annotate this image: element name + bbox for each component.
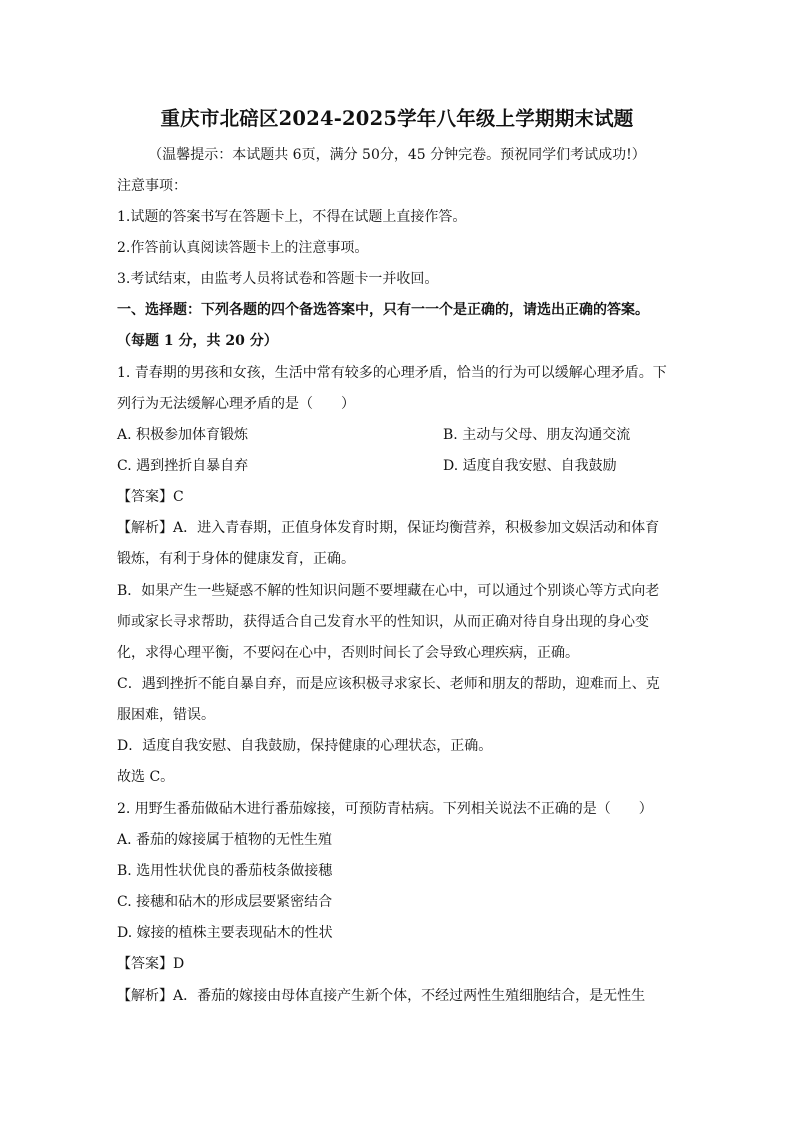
notice-item: 2.作答前认真阅读答题卡上的注意事项。	[117, 240, 369, 256]
question-2-option-d: D. 嫁接的植株主要表现砧木的性状	[117, 925, 333, 941]
question-1-option-d: D. 适度自我安慰、自我鼓励	[443, 458, 617, 474]
question-1-option-b: B. 主动与父母、朋友沟通交流	[443, 427, 631, 443]
section-heading: 一、选择题：下列各题的四个备选答案中，只有一一个是正确的，请选出正确的答案。	[117, 302, 649, 318]
question-1-analysis-line: 【解析】A．进入青春期，正值身体发育时期，保证均衡营养，积极参加文娱活动和体育	[117, 520, 660, 536]
question-1-option-c: C. 遇到挫折自暴自弃	[117, 458, 249, 474]
question-1-stem-cont: 列行为无法缓解心理矛盾的是（ ）	[117, 396, 355, 412]
page-title: 重庆市北碚区2024-2025学年八年级上学期期末试题	[160, 107, 634, 130]
question-1-analysis-line: B．如果产生一些疑惑不解的性知识问题不要埋藏在心中，可以通过个别谈心等方式向老	[117, 583, 660, 599]
question-1-conclusion: 故选 C。	[117, 769, 175, 785]
section-score-note: （每题 1 分，共 20 分）	[117, 333, 278, 349]
question-1-analysis-line: C．遇到挫折不能自暴自弃，而是应该积极寻求家长、老师和朋友的帮助，迎难而上、克	[117, 676, 660, 692]
question-2-option-c: C. 接穗和砧木的形成层要紧密结合	[117, 894, 333, 910]
reminder-text: （温馨提示：本试题共 6页，满分 50分，45 分钟完卷。预祝同学们考试成功!）	[148, 147, 646, 163]
question-1-analysis-line: 师或家长寻求帮助，获得适合自己发育水平的性知识，从而正确对待自身出现的身心变	[117, 614, 649, 630]
question-1-option-a: A. 积极参加体育锻炼	[117, 427, 249, 443]
question-2-stem: 2. 用野生番茄做砧木进行番茄嫁接，可预防青枯病。下列相关说法不正确的是（ ）	[117, 801, 653, 817]
question-1-analysis-line: 锻炼，有利于身体的健康发育，正确。	[117, 551, 355, 567]
question-1-analysis-line: D．适度自我安慰、自我鼓励，保持健康的心理状态，正确。	[117, 738, 493, 754]
notice-item: 3.考试结束，由监考人员将试卷和答题卡一并收回。	[117, 271, 439, 287]
question-1-analysis-line: 化，求得心理平衡，不要闷在心中，否则时间长了会导致心理疾病，正确。	[117, 645, 579, 661]
notice-item: 1.试题的答案书写在答题卡上，不得在试题上直接作答。	[117, 209, 467, 225]
question-1-answer: 【答案】C	[117, 489, 184, 505]
question-1-analysis-line: 服困难，错误。	[117, 707, 215, 723]
question-2-option-b: B. 选用性状优良的番茄枝条做接穗	[117, 863, 333, 879]
question-2-analysis-line: 【解析】A．番茄的嫁接由母体直接产生新个体，不经过两性生殖细胞结合，是无性生	[117, 988, 646, 1004]
question-2-answer: 【答案】D	[117, 956, 185, 972]
question-2-option-a: A. 番茄的嫁接属于植物的无性生殖	[117, 832, 333, 848]
notice-heading: 注意事项：	[117, 178, 187, 194]
question-1-stem: 1. 青春期的男孩和女孩，生活中常有较多的心理矛盾，恰当的行为可以缓解心理矛盾。下	[117, 365, 667, 381]
